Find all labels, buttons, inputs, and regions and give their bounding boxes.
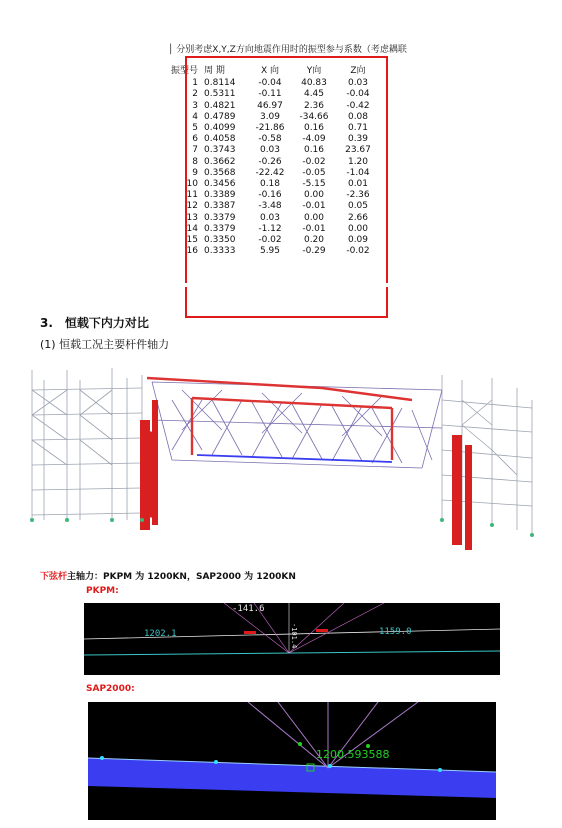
cell-y-coefficient: -0.02 bbox=[302, 156, 326, 167]
cell-x-coefficient: -21.86 bbox=[255, 123, 285, 134]
lower-chord-summary bbox=[40, 569, 296, 582]
pkpm-top-value: -141.6 bbox=[232, 604, 265, 614]
crop-edge bbox=[170, 283, 390, 287]
lower-chord-text: 主轴力：PKPM 为 1200KN，SAP2000 为 1200KN bbox=[67, 572, 296, 582]
cell-z-coefficient: -0.02 bbox=[346, 246, 370, 257]
cell-x-coefficient: -0.02 bbox=[258, 235, 282, 246]
cell-z-coefficient: 2.66 bbox=[347, 212, 369, 223]
cell-mode-number: 16 bbox=[186, 246, 198, 257]
cell-z-coefficient: 0.09 bbox=[347, 235, 369, 246]
col-z-header: Z向 bbox=[350, 66, 366, 76]
pkpm-label: PKPM: bbox=[86, 586, 119, 596]
section-heading bbox=[40, 314, 149, 331]
cell-period: 0.3662 bbox=[204, 156, 236, 167]
cell-period: 0.4821 bbox=[204, 100, 236, 111]
cell-period: 0.5311 bbox=[204, 89, 236, 100]
cell-x-coefficient: 0.18 bbox=[259, 179, 281, 190]
cell-period: 0.3379 bbox=[204, 223, 236, 234]
cell-x-coefficient: -22.42 bbox=[255, 167, 285, 178]
cell-z-coefficient: 23.67 bbox=[345, 145, 371, 156]
bridge-lattice bbox=[152, 382, 442, 468]
cell-y-coefficient: -0.01 bbox=[302, 201, 326, 212]
cell-y-coefficient: 0.16 bbox=[303, 145, 325, 156]
cell-x-coefficient: 0.03 bbox=[259, 212, 281, 223]
sap2000-axial-value: 1200.593588 bbox=[316, 748, 390, 761]
cell-period: 0.3333 bbox=[204, 246, 236, 257]
cell-y-coefficient: 0.16 bbox=[303, 123, 325, 134]
cell-x-coefficient: 3.09 bbox=[259, 111, 281, 122]
cell-z-coefficient: 0.01 bbox=[347, 179, 369, 190]
col-y-header: Y向 bbox=[306, 66, 322, 76]
cell-y-coefficient: -34.66 bbox=[299, 111, 329, 122]
cell-x-coefficient: -0.11 bbox=[258, 89, 282, 100]
cell-mode-number: 2 bbox=[192, 89, 198, 100]
cell-mode-number: 10 bbox=[186, 179, 198, 190]
cell-z-coefficient: -2.36 bbox=[346, 190, 370, 201]
cell-x-coefficient: -3.48 bbox=[258, 201, 282, 212]
truss-axial-force-diagram bbox=[22, 360, 540, 555]
cell-x-coefficient: 0.03 bbox=[259, 145, 281, 156]
sap2000-screenshot bbox=[88, 702, 496, 820]
cell-x-coefficient: -0.04 bbox=[258, 78, 282, 89]
cell-z-coefficient: -0.04 bbox=[346, 89, 370, 100]
cell-period: 0.3379 bbox=[204, 212, 236, 223]
cell-mode-number: 8 bbox=[192, 156, 198, 167]
sap2000-label: SAP2000: bbox=[86, 684, 135, 694]
cell-period: 0.4058 bbox=[204, 134, 236, 145]
cell-mode-number: 7 bbox=[192, 145, 198, 156]
cell-x-coefficient: 46.97 bbox=[257, 100, 283, 111]
cell-x-coefficient: -0.16 bbox=[258, 190, 282, 201]
subsection-heading: (1) 恒载工况主要杆件轴力 bbox=[40, 338, 170, 351]
highlight-frame bbox=[185, 56, 388, 318]
cell-x-coefficient: -0.58 bbox=[258, 134, 282, 145]
cell-period: 0.3350 bbox=[204, 235, 236, 246]
cell-mode-number: 11 bbox=[186, 190, 198, 201]
cell-mode-number: 3 bbox=[192, 100, 198, 111]
cell-z-coefficient: 0.00 bbox=[347, 223, 369, 234]
cell-y-coefficient: -5.15 bbox=[302, 179, 326, 190]
cell-y-coefficient: -0.29 bbox=[302, 246, 326, 257]
pkpm-vertical-value: -101.4 bbox=[290, 623, 298, 649]
cell-y-coefficient: -0.01 bbox=[302, 223, 326, 234]
pkpm-left-value: 1202.1 bbox=[144, 629, 177, 639]
cell-period: 0.8114 bbox=[204, 78, 236, 89]
pkpm-right-value: 1159.0 bbox=[379, 627, 412, 637]
pkpm-screenshot bbox=[84, 603, 500, 675]
cell-x-coefficient: -1.12 bbox=[258, 223, 282, 234]
cell-period: 0.4099 bbox=[204, 123, 236, 134]
cell-period: 0.3389 bbox=[204, 190, 236, 201]
col-period-header: 周 期 bbox=[204, 66, 225, 76]
cell-y-coefficient: 40.83 bbox=[301, 78, 327, 89]
cell-z-coefficient: 1.20 bbox=[347, 156, 369, 167]
cell-z-coefficient: 0.08 bbox=[347, 111, 369, 122]
cell-z-coefficient: 0.39 bbox=[347, 134, 369, 145]
modal-participation-caption: │ 分别考虑X,Y,Z方向地震作用时的振型参与系数（考虑耦联 bbox=[168, 45, 407, 55]
cell-y-coefficient: -0.05 bbox=[302, 167, 326, 178]
cell-mode-number: 4 bbox=[192, 111, 198, 122]
top-chord-force bbox=[147, 378, 412, 460]
cell-y-coefficient: 0.20 bbox=[303, 235, 325, 246]
cell-z-coefficient: -1.04 bbox=[346, 167, 370, 178]
cell-mode-number: 1 bbox=[192, 78, 198, 89]
left-tower-frame bbox=[32, 368, 142, 520]
lower-chord-term: 下弦杆 bbox=[40, 572, 68, 582]
section-number: 3. bbox=[40, 316, 53, 330]
cell-period: 0.3743 bbox=[204, 145, 236, 156]
cell-x-coefficient: 5.95 bbox=[259, 246, 281, 257]
cell-mode-number: 5 bbox=[192, 123, 198, 134]
col-mode-header: 振型号 bbox=[170, 66, 198, 76]
cell-z-coefficient: 0.05 bbox=[347, 201, 369, 212]
cell-mode-number: 15 bbox=[186, 235, 198, 246]
cell-z-coefficient: 0.03 bbox=[347, 78, 369, 89]
cell-mode-number: 13 bbox=[186, 212, 198, 223]
cell-mode-number: 14 bbox=[186, 223, 198, 234]
cell-mode-number: 6 bbox=[192, 134, 198, 145]
cell-z-coefficient: -0.42 bbox=[346, 100, 370, 111]
bottom-chord-force bbox=[197, 455, 392, 462]
cell-y-coefficient: 0.00 bbox=[303, 190, 325, 201]
section-title: 恒载下内力对比 bbox=[64, 316, 149, 330]
cell-mode-number: 12 bbox=[186, 201, 198, 212]
cell-y-coefficient: 0.00 bbox=[303, 212, 325, 223]
cell-period: 0.3387 bbox=[204, 201, 236, 212]
cell-period: 0.3568 bbox=[204, 167, 236, 178]
cell-y-coefficient: -4.09 bbox=[302, 134, 326, 145]
cell-x-coefficient: -0.26 bbox=[258, 156, 282, 167]
cell-z-coefficient: 0.71 bbox=[347, 123, 369, 134]
cell-mode-number: 9 bbox=[192, 167, 198, 178]
col-x-header: X 向 bbox=[260, 66, 280, 76]
cell-period: 0.4789 bbox=[204, 111, 236, 122]
cell-period: 0.3456 bbox=[204, 179, 236, 190]
cell-y-coefficient: 4.45 bbox=[303, 89, 325, 100]
cell-y-coefficient: 2.36 bbox=[303, 100, 325, 111]
